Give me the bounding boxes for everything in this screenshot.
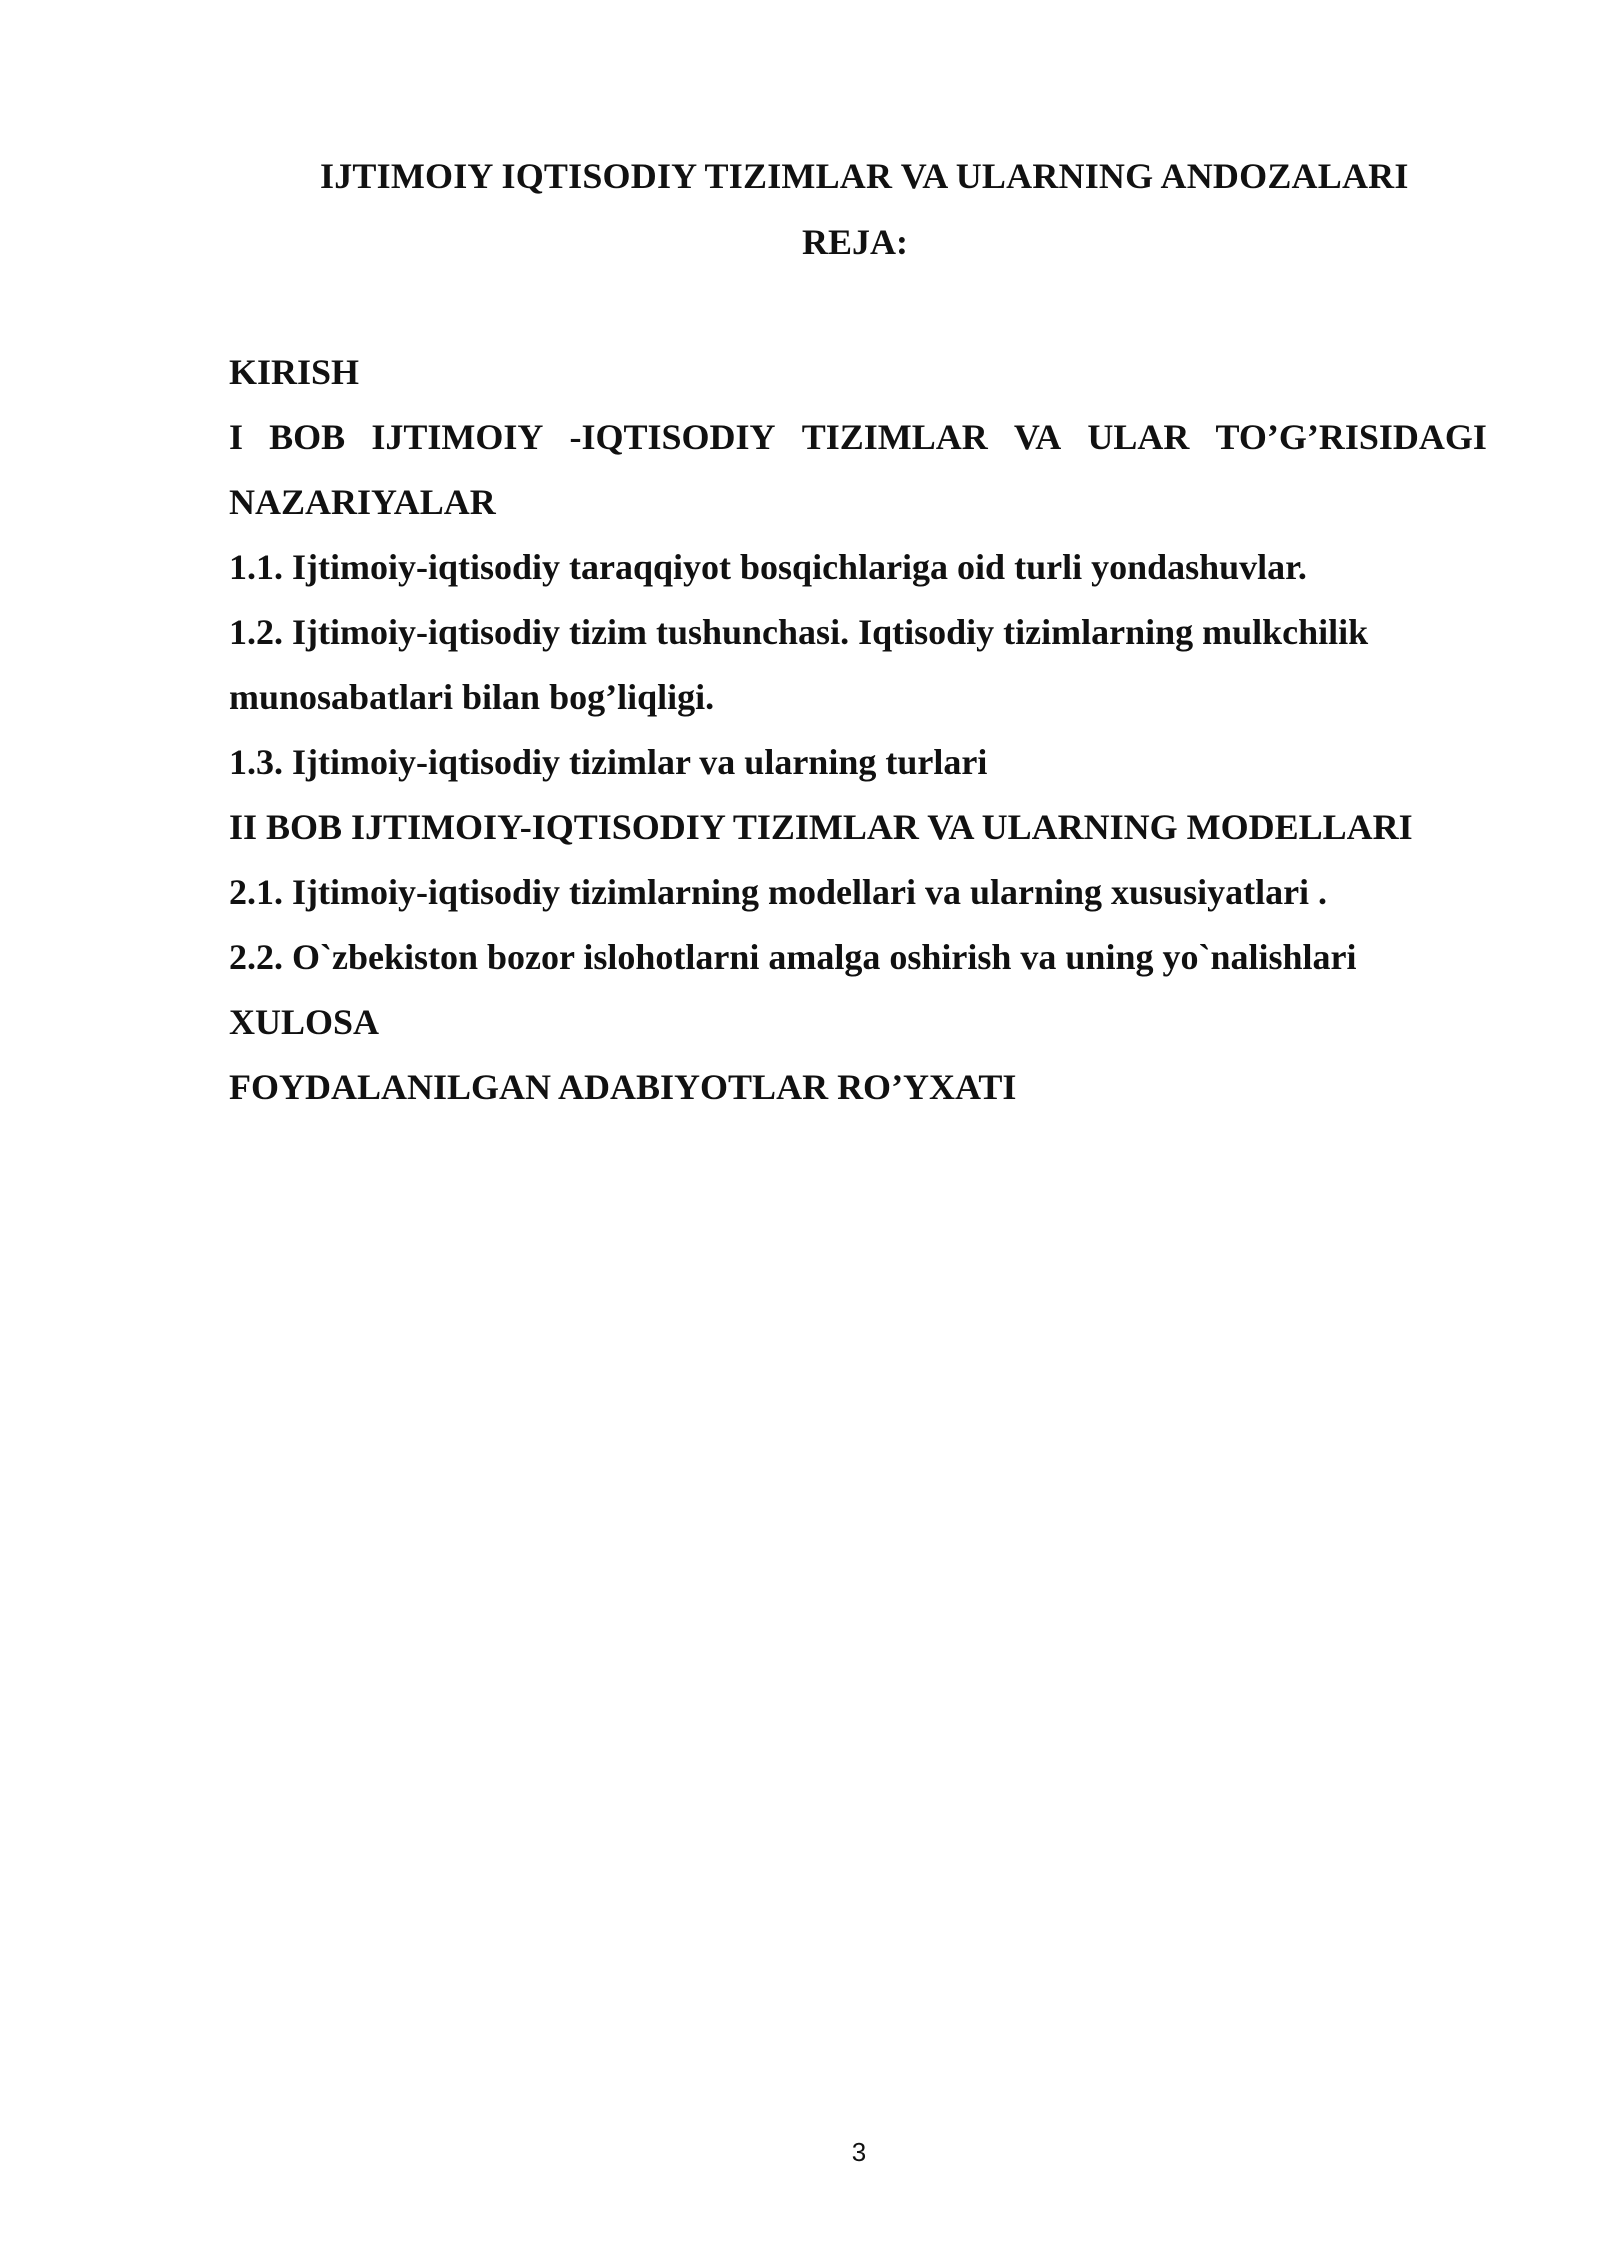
toc-section-2-2: 2.2. O`zbekiston bozor islohotlarni amalga oshirish va uning yo`nalishlari — [229, 937, 1357, 977]
toc-references: FOYDALANILGAN ADABIYOTLAR RO’YXATI — [229, 1067, 1017, 1107]
page-number: 3 — [851, 2137, 867, 2167]
toc-section-1-1: 1.1. Ijtimoiy-iqtisodiy taraqqiyot bosqichlariga oid turli yondashuvlar. — [229, 547, 1307, 587]
plan-heading: REJA: — [802, 222, 908, 262]
toc-chapter-1-word: TO’G’RISIDAGI — [1215, 417, 1487, 457]
table-of-contents — [229, 340, 1487, 1120]
toc-chapter-1-continuation: NAZARIYALAR — [229, 482, 496, 522]
toc-intro: KIRISH — [229, 352, 360, 392]
toc-chapter-1-word: I — [229, 417, 244, 457]
toc-chapter-1-word: IJTIMOIY — [371, 417, 544, 457]
toc-section-1-2-continuation: munosabatlari bilan bog’liqligi. — [229, 677, 715, 717]
toc-section-2-1: 2.1. Ijtimoiy-iqtisodiy tizimlarning modellari va ularning xususiyatlari . — [229, 872, 1328, 912]
toc-chapter-1-word: -IQTISODIY — [569, 417, 776, 457]
document-title: IJTIMOIY IQTISODIY TIZIMLAR VA ULARNING ANDOZALARI — [320, 156, 1409, 196]
toc-section-1-2: 1.2. Ijtimoiy-iqtisodiy tizim tushunchasi. Iqtisodiy tizimlarning mulkchilik — [229, 612, 1369, 652]
toc-section-1-3: 1.3. Ijtimoiy-iqtisodiy tizimlar va ularning turlari — [229, 742, 988, 782]
toc-chapter-1-word: ULAR — [1087, 417, 1190, 457]
toc-conclusion: XULOSA — [229, 1002, 380, 1042]
toc-chapter-1-word: BOB — [269, 417, 346, 457]
toc-chapter-1 — [229, 405, 1487, 470]
toc-chapter-2: II BOB IJTIMOIY-IQTISODIY TIZIMLAR VA ULARNING MODELLARI — [229, 807, 1413, 847]
toc-chapter-1-word: TIZIMLAR — [801, 417, 988, 457]
toc-chapter-1-word: VA — [1013, 417, 1062, 457]
